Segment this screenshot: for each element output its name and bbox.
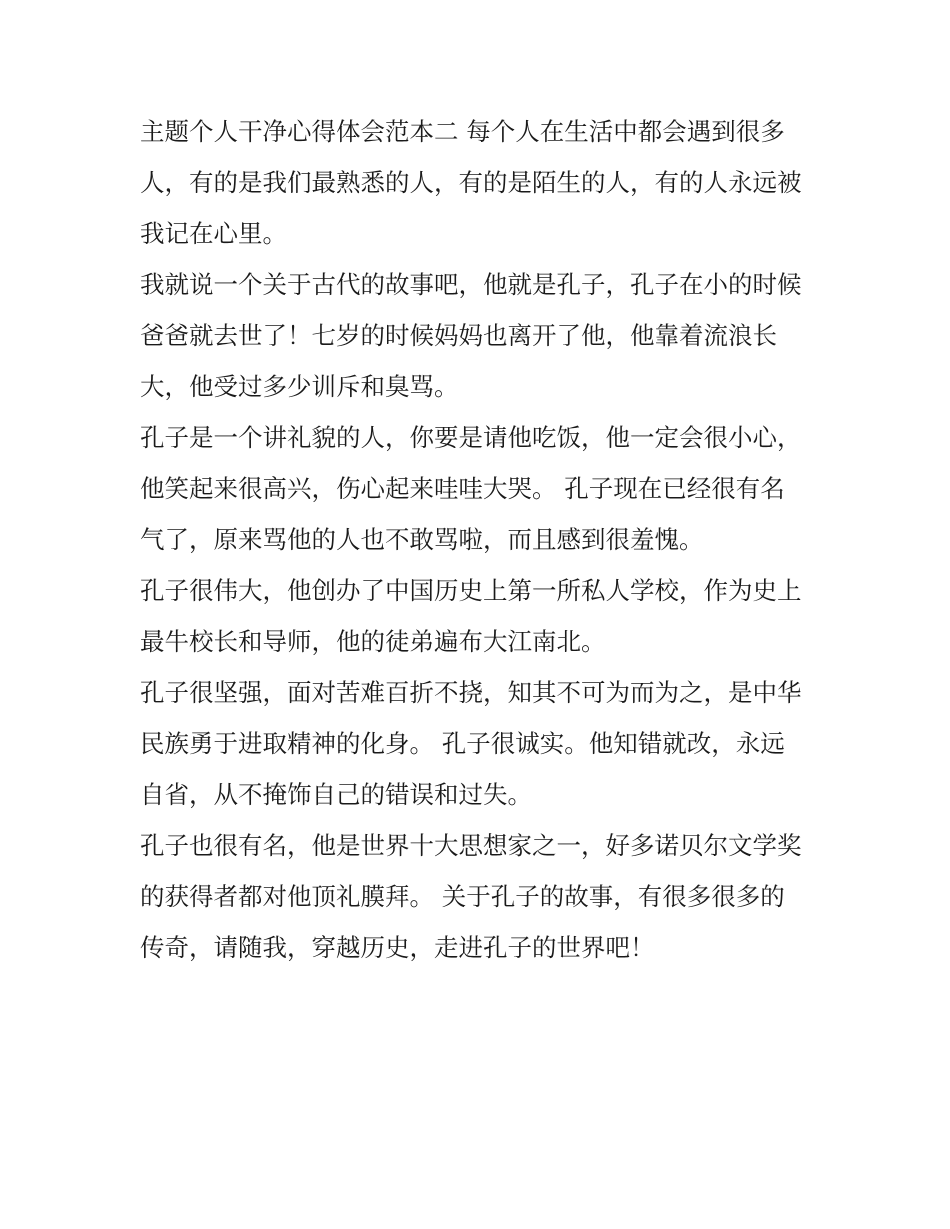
text-line: 最牛校长和导师，他的徒弟遍布大江南北。 — [140, 627, 606, 656]
text-line: 我就说一个关于古代的故事吧，他就是孔子，孔子在小的时候 — [140, 270, 802, 299]
paragraph-3 — [140, 412, 812, 565]
paragraph-4 — [140, 565, 812, 667]
document-body — [140, 106, 812, 973]
paragraph-6 — [140, 820, 812, 973]
text-line: 大，他受过多少训斥和臭骂。 — [140, 372, 459, 401]
text-line: 他笑起来很高兴，伤心起来哇哇大哭。 孔子现在已经很有名 — [140, 474, 785, 503]
paragraph-1 — [140, 106, 812, 259]
paragraph-5 — [140, 667, 812, 820]
text-line: 孔子是一个讲礼貌的人，你要是请他吃饭，他一定会很小心， — [140, 423, 802, 452]
paragraph-2 — [140, 259, 812, 412]
text-line: 孔子也很有名，他是世界十大思想家之一，好多诺贝尔文学奖 — [140, 831, 802, 860]
text-line: 气了，原来骂他的人也不敢骂啦，而且感到很羞愧。 — [140, 525, 704, 554]
text-line: 传奇，请随我，穿越历史，走进孔子的世界吧！ — [140, 933, 655, 962]
text-line: 我记在心里。 — [140, 219, 287, 248]
text-line: 主题个人干净心得体会范本二 每个人在生活中都会遇到很多 — [140, 117, 785, 146]
text-line: 民族勇于进取精神的化身。 孔子很诚实。他知错就改，永远 — [140, 729, 785, 758]
text-line: 爸爸就去世了！七岁的时候妈妈也离开了他，他靠着流浪长 — [140, 321, 777, 350]
text-line: 人，有的是我们最熟悉的人，有的是陌生的人，有的人永远被 — [140, 168, 802, 197]
text-line: 自省，从不掩饰自己的错误和过失。 — [140, 780, 532, 809]
text-line: 孔子很坚强，面对苦难百折不挠，知其不可为而为之，是中华 — [140, 678, 802, 707]
text-line: 孔子很伟大，他创办了中国历史上第一所私人学校，作为史上 — [140, 576, 802, 605]
text-line: 的获得者都对他顶礼膜拜。 关于孔子的故事，有很多很多的 — [140, 882, 785, 911]
